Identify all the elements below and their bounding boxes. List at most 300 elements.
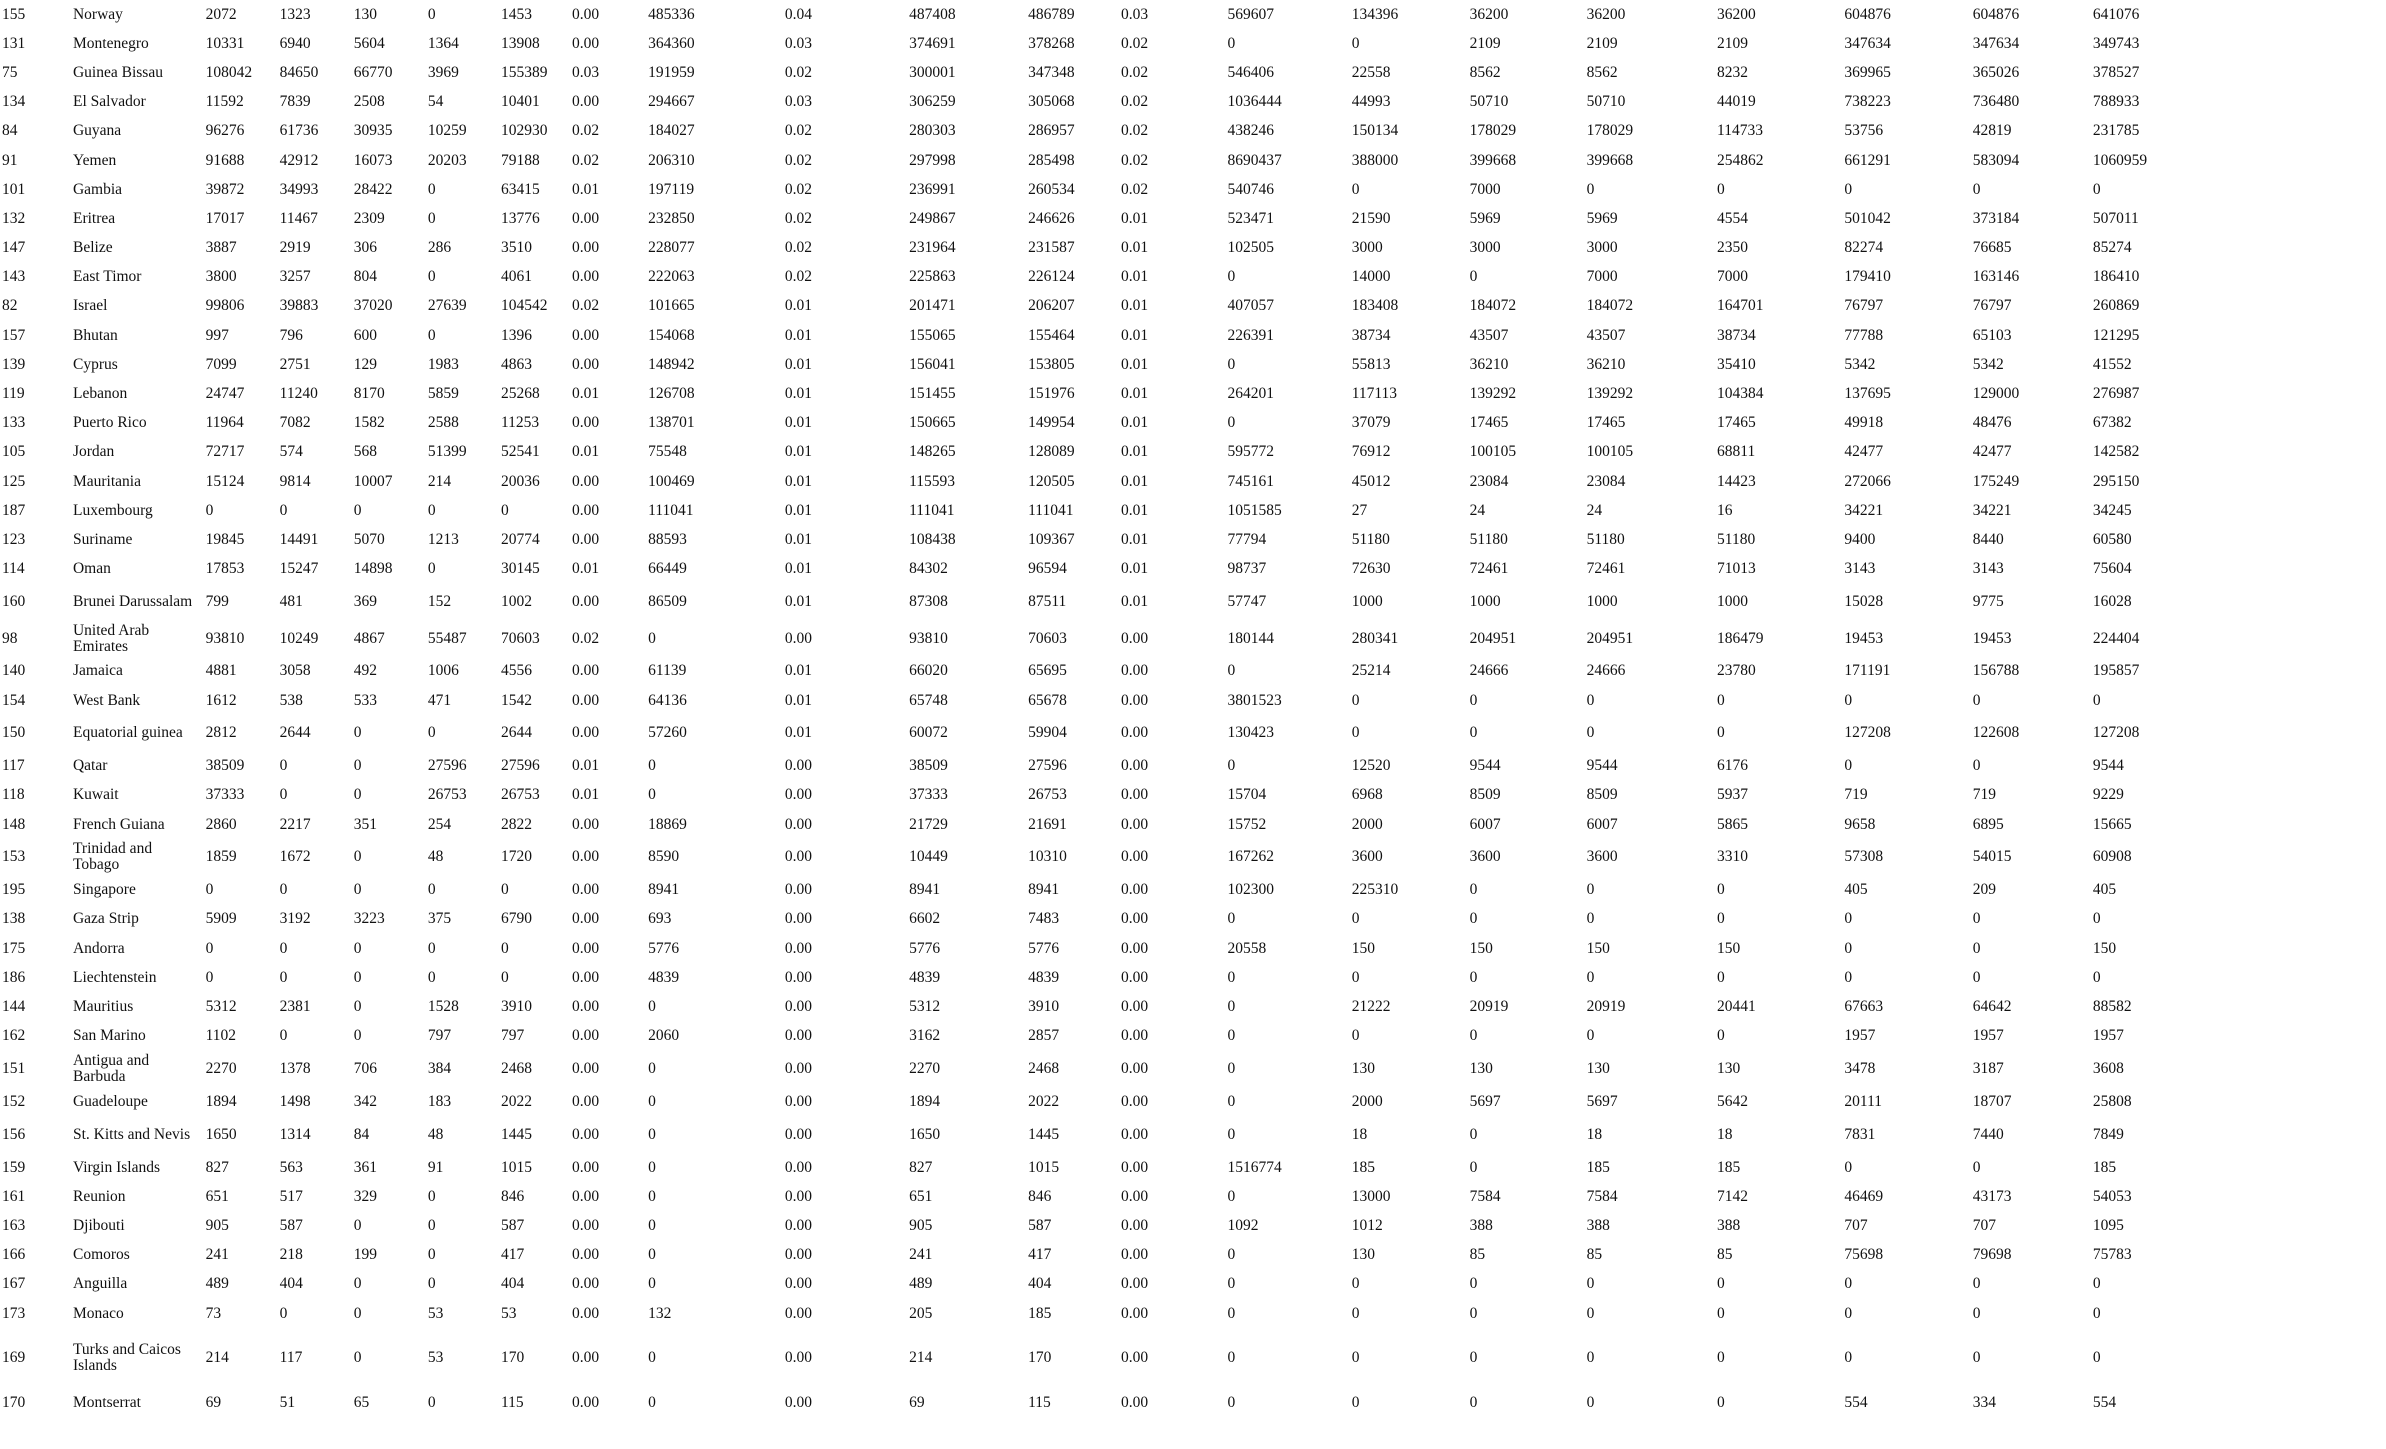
country-name-cell: Luxembourg [72, 501, 153, 519]
value-cell: 706 [353, 1060, 378, 1078]
value-cell: 14491 [279, 530, 319, 548]
value-cell: 574 [279, 443, 303, 461]
value-cell: 186479 [1717, 629, 1764, 647]
value-cell: 0.00 [571, 815, 600, 833]
value-cell: 0.01 [784, 560, 813, 578]
value-cell: 587 [279, 1216, 303, 1234]
table-row [0, 234, 2376, 263]
value-cell: 2000 [1351, 815, 1383, 833]
value-cell: 0.01 [1121, 501, 1149, 519]
value-cell: 21729 [909, 815, 948, 833]
value-cell: 7483 [1028, 910, 1060, 928]
value-cell: 3000 [1469, 239, 1501, 257]
value-cell: 5937 [1717, 786, 1749, 804]
value-cell: 0.00 [571, 593, 600, 610]
value-cell: 595772 [1227, 443, 1274, 461]
value-cell: 0 [1227, 998, 1236, 1016]
table-row [0, 496, 2376, 525]
value-cell: 846 [500, 1187, 525, 1205]
value-cell: 185 [1028, 1304, 1052, 1322]
value-cell: 38734 [1717, 326, 1756, 344]
value-cell: 0 [648, 629, 656, 647]
value-cell: 1498 [279, 1092, 311, 1110]
value-cell: 199 [353, 1246, 378, 1264]
value-cell: 15124 [205, 472, 245, 490]
value-cell: 0 [1844, 757, 1853, 775]
value-cell: 0 [1227, 968, 1236, 986]
value-cell: 163146 [1972, 268, 2020, 286]
value-cell: 1102 [205, 1027, 236, 1045]
value-cell: 587 [1028, 1216, 1052, 1234]
value-cell: 0.00 [571, 998, 600, 1016]
value-cell: 1092 [1227, 1216, 1259, 1234]
value-cell: 9775 [1972, 593, 2004, 610]
value-cell: 5776 [648, 939, 680, 957]
value-cell: 150 [1351, 939, 1375, 957]
value-cell: 2588 [427, 414, 459, 432]
value-cell: 1364 [427, 34, 459, 52]
value-cell: 20919 [1586, 998, 1626, 1016]
value-cell: 76797 [1972, 297, 2012, 315]
value-cell: 0 [427, 939, 436, 957]
value-cell: 0 [1586, 691, 1595, 709]
value-cell: 0 [1586, 968, 1595, 986]
value-cell: 492 [353, 662, 378, 680]
value-cell: 150665 [909, 414, 956, 432]
value-cell: 693 [648, 910, 672, 928]
value-cell: 16073 [353, 151, 393, 169]
value-cell: 7584 [1469, 1187, 1501, 1205]
value-cell: 3800 [205, 268, 237, 286]
value-cell: 388 [1469, 1216, 1493, 1234]
value-cell: 0 [500, 968, 509, 986]
value-cell: 7082 [279, 414, 311, 432]
country-name-cell: Gambia [72, 180, 123, 198]
value-cell: 374691 [909, 34, 956, 52]
value-cell: 0 [353, 786, 362, 804]
table-row [0, 555, 2376, 584]
value-cell: 0 [1351, 968, 1360, 986]
value-cell: 0 [1469, 910, 1478, 928]
value-cell: 707 [1972, 1216, 1997, 1234]
table-row [0, 905, 2376, 934]
table-row [0, 715, 2376, 752]
value-cell: 0 [1227, 1187, 1236, 1205]
value-cell: 0 [205, 881, 214, 899]
value-cell: 0 [1227, 355, 1236, 373]
id-cell: 133 [2, 414, 26, 432]
country-name-cell: Jamaica [72, 662, 123, 680]
country-name-cell: United Arab Emirates [72, 621, 150, 655]
id-cell: 140 [2, 662, 26, 680]
value-cell: 0.00 [571, 1393, 600, 1411]
value-cell: 71013 [1717, 560, 1756, 578]
value-cell: 15247 [279, 560, 319, 578]
id-cell: 163 [2, 1216, 26, 1234]
value-cell: 0 [1844, 1275, 1853, 1293]
country-name-cell: Monaco [72, 1304, 124, 1322]
value-cell: 0.00 [571, 34, 600, 52]
value-cell: 651 [909, 1187, 933, 1205]
value-cell: 378268 [1028, 34, 1075, 52]
value-cell: 21222 [1351, 998, 1391, 1016]
value-cell: 507011 [2092, 209, 2139, 227]
value-cell: 0.00 [784, 848, 813, 866]
table-row [0, 88, 2376, 117]
value-cell: 87308 [909, 593, 948, 610]
value-cell: 65 [353, 1393, 370, 1411]
value-cell: 272066 [1844, 472, 1891, 490]
value-cell: 98737 [1227, 560, 1267, 578]
value-cell: 797 [427, 1027, 452, 1045]
value-cell: 0.00 [571, 691, 600, 709]
value-cell: 0.02 [784, 209, 813, 227]
value-cell: 0 [427, 1393, 436, 1411]
table-row [0, 117, 2376, 146]
value-cell: 1957 [2092, 1027, 2124, 1045]
country-name-cell: Guadeloupe [72, 1092, 148, 1110]
value-cell: 4863 [500, 355, 532, 373]
value-cell: 0.01 [571, 180, 600, 198]
value-cell: 0 [353, 848, 362, 866]
value-cell: 0 [1717, 180, 1725, 198]
value-cell: 51180 [1717, 530, 1756, 548]
value-cell: 8232 [1717, 63, 1749, 81]
value-cell: 26753 [500, 786, 540, 804]
value-cell: 0 [1717, 881, 1725, 899]
value-cell: 0 [1972, 910, 1981, 928]
country-name-cell: West Bank [72, 691, 141, 709]
value-cell: 1582 [353, 414, 385, 432]
value-cell: 799 [205, 593, 229, 610]
value-cell: 1672 [279, 848, 311, 866]
table-row [0, 1241, 2376, 1270]
value-cell: 0 [1972, 968, 1981, 986]
value-cell: 53 [427, 1349, 444, 1367]
value-cell: 36210 [1469, 355, 1509, 373]
country-name-cell: Turks and Caicos Islands [72, 1341, 181, 1375]
value-cell: 68811 [1717, 443, 1756, 461]
value-cell: 0 [1227, 1393, 1236, 1411]
value-cell: 0.03 [1121, 5, 1149, 23]
value-cell: 96276 [205, 122, 245, 140]
value-cell: 117113 [1351, 385, 1398, 403]
value-cell: 5776 [1028, 939, 1060, 957]
value-cell: 3600 [1469, 848, 1501, 866]
table-row [0, 525, 2376, 554]
value-cell: 0 [353, 1216, 362, 1234]
id-cell: 132 [2, 209, 26, 227]
value-cell: 129000 [1972, 385, 2020, 403]
value-cell: 120505 [1028, 472, 1075, 490]
value-cell: 0.02 [784, 122, 813, 140]
value-cell: 489 [909, 1275, 933, 1293]
value-cell: 1060959 [2092, 151, 2148, 169]
value-cell: 0 [353, 1349, 362, 1367]
value-cell: 0 [427, 560, 436, 578]
country-name-cell: Gaza Strip [72, 910, 139, 928]
value-cell: 10449 [909, 848, 948, 866]
value-cell: 563 [279, 1158, 303, 1176]
value-cell: 0 [427, 724, 436, 742]
value-cell: 54 [427, 93, 444, 111]
value-cell: 1542 [500, 691, 532, 709]
value-cell: 7000 [1717, 268, 1749, 286]
value-cell: 1000 [1469, 593, 1501, 610]
value-cell: 0 [279, 1027, 288, 1045]
id-cell: 148 [2, 815, 26, 833]
value-cell: 0.00 [1121, 1304, 1149, 1322]
value-cell: 329 [353, 1187, 378, 1205]
value-cell: 7849 [2092, 1125, 2124, 1143]
value-cell: 171191 [1844, 662, 1891, 680]
value-cell: 2751 [279, 355, 311, 373]
table-row [0, 781, 2376, 810]
value-cell: 0 [2092, 968, 2101, 986]
value-cell: 8690437 [1227, 151, 1282, 169]
value-cell: 3510 [500, 239, 532, 257]
value-cell: 14423 [1717, 472, 1756, 490]
value-cell: 20441 [1717, 998, 1756, 1016]
value-cell: 295150 [2092, 472, 2140, 490]
value-cell: 72717 [205, 443, 245, 461]
value-cell: 0 [205, 939, 214, 957]
value-cell: 64136 [648, 691, 687, 709]
country-name-cell: Bhutan [72, 326, 118, 344]
id-cell: 156 [2, 1125, 26, 1143]
value-cell: 152 [427, 593, 452, 610]
value-cell: 65678 [1028, 691, 1067, 709]
value-cell: 27639 [427, 297, 467, 315]
value-cell: 0.00 [1121, 629, 1149, 647]
value-cell: 846 [1028, 1187, 1052, 1205]
value-cell: 88593 [648, 530, 687, 548]
value-cell: 600 [353, 326, 378, 344]
value-cell: 0 [353, 881, 362, 899]
value-cell: 3143 [1844, 560, 1876, 578]
value-cell: 167262 [1227, 848, 1274, 866]
value-cell: 0.01 [784, 355, 813, 373]
country-name-cell: Liechtenstein [72, 968, 157, 986]
value-cell: 3478 [1844, 1060, 1876, 1078]
value-cell: 0.00 [571, 268, 600, 286]
value-cell: 0 [353, 1304, 362, 1322]
value-cell: 151455 [909, 385, 956, 403]
value-cell: 0.04 [784, 5, 813, 23]
value-cell: 225863 [909, 268, 956, 286]
value-cell: 0.00 [784, 629, 813, 647]
value-cell: 0.00 [784, 757, 813, 775]
value-cell: 0 [205, 501, 214, 519]
value-cell: 0 [1586, 881, 1595, 899]
table-row [0, 1087, 2376, 1116]
value-cell: 487408 [909, 5, 956, 23]
value-cell: 1859 [205, 848, 237, 866]
value-cell: 85274 [2092, 239, 2132, 257]
value-cell: 27596 [1028, 757, 1067, 775]
value-cell: 0.01 [784, 501, 813, 519]
value-cell: 0 [1469, 268, 1478, 286]
value-cell: 0 [353, 998, 362, 1016]
value-cell: 14898 [353, 560, 393, 578]
country-name-cell: Antigua and Barbuda [72, 1052, 150, 1086]
value-cell: 2812 [205, 724, 237, 742]
value-cell: 178029 [1469, 122, 1517, 140]
id-cell: 143 [2, 268, 26, 286]
value-cell: 249867 [909, 209, 956, 227]
value-cell: 2644 [500, 724, 532, 742]
value-cell: 9544 [2092, 757, 2124, 775]
value-cell: 0 [353, 968, 362, 986]
value-cell: 0.02 [1121, 34, 1149, 52]
id-cell: 98 [2, 629, 18, 647]
table-row [0, 839, 2376, 876]
table-row [0, 1270, 2376, 1299]
value-cell: 228077 [648, 239, 695, 257]
value-cell: 997 [205, 326, 229, 344]
id-cell: 152 [2, 1092, 26, 1110]
value-cell: 369965 [1844, 63, 1891, 81]
value-cell: 0.00 [571, 414, 600, 432]
value-cell: 246626 [1028, 209, 1075, 227]
value-cell: 0 [1351, 1275, 1360, 1293]
value-cell: 745161 [1227, 472, 1274, 490]
value-cell: 0.00 [1121, 724, 1149, 742]
value-cell: 347634 [1844, 34, 1891, 52]
value-cell: 0 [279, 881, 288, 899]
value-cell: 254 [427, 815, 452, 833]
value-cell: 0 [427, 881, 436, 899]
value-cell: 538 [279, 691, 303, 709]
value-cell: 1012 [1351, 1216, 1383, 1234]
value-cell: 25268 [500, 385, 540, 403]
country-name-cell: Puerto Rico [72, 414, 147, 432]
value-cell: 91688 [205, 151, 245, 169]
table-row [0, 1182, 2376, 1211]
value-cell: 7831 [1844, 1125, 1876, 1143]
value-cell: 2072 [205, 5, 237, 23]
value-cell: 214 [205, 1349, 229, 1367]
value-cell: 18 [1717, 1125, 1733, 1143]
value-cell: 43507 [1586, 326, 1626, 344]
value-cell: 111041 [909, 501, 955, 519]
value-cell: 0 [2092, 691, 2101, 709]
country-name-cell: Anguilla [72, 1275, 128, 1293]
value-cell: 183408 [1351, 297, 1399, 315]
table-row [0, 1117, 2376, 1154]
value-cell: 137695 [1844, 385, 1891, 403]
value-cell: 5312 [205, 998, 237, 1016]
value-cell: 37333 [205, 786, 245, 804]
table-row [0, 657, 2376, 686]
value-cell: 0.00 [571, 1027, 600, 1045]
value-cell: 130 [1351, 1060, 1375, 1078]
value-cell: 102505 [1227, 239, 1274, 257]
id-cell: 105 [2, 443, 26, 461]
value-cell: 72461 [1469, 560, 1509, 578]
value-cell: 0.00 [1121, 1393, 1149, 1411]
value-cell: 294667 [648, 93, 695, 111]
value-cell: 661291 [1844, 151, 1891, 169]
value-cell: 232850 [648, 209, 695, 227]
value-cell: 306 [353, 239, 378, 257]
value-cell: 1314 [279, 1125, 311, 1143]
value-cell: 8562 [1469, 63, 1501, 81]
value-cell: 4881 [205, 662, 237, 680]
value-cell: 0 [1717, 1304, 1725, 1322]
value-cell: 127208 [1844, 724, 1891, 742]
value-cell: 20036 [500, 472, 540, 490]
value-cell: 405 [1844, 881, 1868, 899]
value-cell: 0 [500, 939, 509, 957]
value-cell: 0.01 [784, 443, 813, 461]
country-name-cell: Yemen [72, 151, 117, 169]
table-row [0, 263, 2376, 292]
value-cell: 471 [427, 691, 452, 709]
value-cell: 59904 [1028, 724, 1067, 742]
value-cell: 0 [648, 1349, 656, 1367]
value-cell: 27 [1351, 501, 1368, 519]
table-row [0, 1328, 2376, 1388]
value-cell: 67382 [2092, 414, 2132, 432]
value-cell: 0.02 [784, 180, 813, 198]
value-cell: 0 [648, 757, 656, 775]
value-cell: 13776 [500, 209, 540, 227]
value-cell: 707 [1844, 1216, 1868, 1234]
value-cell: 8562 [1586, 63, 1618, 81]
value-cell: 1453 [500, 5, 532, 23]
value-cell: 53756 [1844, 122, 1884, 140]
value-cell: 0.02 [784, 268, 813, 286]
value-cell: 38509 [205, 757, 245, 775]
value-cell: 185 [1586, 1158, 1610, 1176]
value-cell: 121295 [2092, 326, 2140, 344]
value-cell: 0 [427, 5, 436, 23]
value-cell: 0.00 [1121, 1158, 1149, 1176]
value-cell: 1957 [1844, 1027, 1876, 1045]
table-row [0, 1022, 2376, 1051]
value-cell: 8941 [909, 881, 941, 899]
value-cell: 16 [1717, 501, 1733, 519]
table-row [0, 0, 2376, 29]
value-cell: 2109 [1586, 34, 1618, 52]
value-cell: 0 [1227, 34, 1236, 52]
value-cell: 3910 [500, 998, 532, 1016]
value-cell: 155389 [500, 63, 548, 81]
value-cell: 0.00 [1121, 939, 1149, 957]
table-row [0, 1153, 2376, 1182]
value-cell: 156041 [909, 355, 956, 373]
value-cell: 20203 [427, 151, 467, 169]
value-cell: 7099 [205, 355, 237, 373]
value-cell: 0.01 [784, 530, 813, 548]
value-cell: 150 [2092, 939, 2117, 957]
value-cell: 0 [353, 501, 362, 519]
country-name-cell: Mauritania [72, 472, 141, 490]
value-cell: 75604 [2092, 560, 2132, 578]
value-cell: 0 [648, 1158, 656, 1176]
table-row [0, 467, 2376, 496]
value-cell: 276987 [2092, 385, 2140, 403]
value-cell: 5697 [1469, 1092, 1501, 1110]
value-cell: 399668 [1586, 151, 1634, 169]
table-row [0, 204, 2376, 233]
value-cell: 0.01 [784, 662, 813, 680]
value-cell: 3969 [427, 63, 459, 81]
id-cell: 82 [2, 297, 18, 315]
value-cell: 8509 [1586, 786, 1618, 804]
value-cell: 0.01 [784, 326, 813, 344]
